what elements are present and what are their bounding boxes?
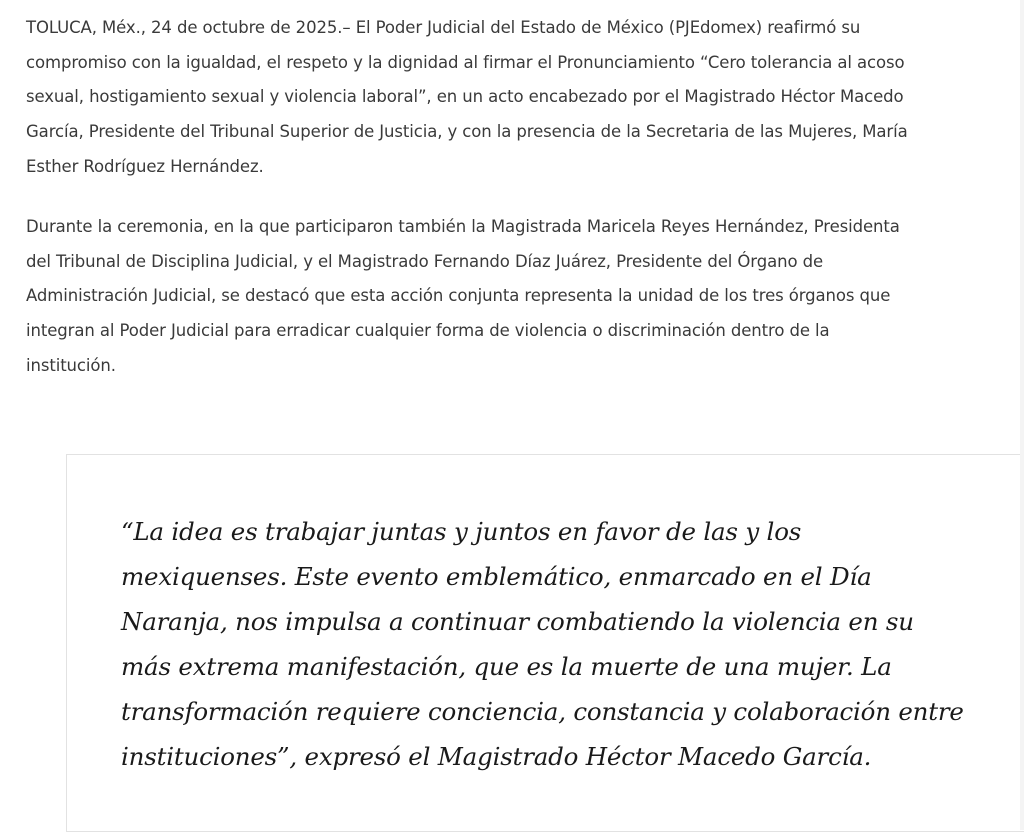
- paragraph-line: Esther Rodríguez Hernández.: [26, 156, 264, 176]
- quote-text: [121, 509, 964, 779]
- paragraph-line: institución.: [26, 355, 116, 375]
- article-paragraph-2: [26, 210, 1016, 384]
- quote-line: Naranja, nos impulsa a continuar combatiendo la violencia en su: [121, 607, 914, 636]
- paragraph-line: García, Presidente del Tribunal Superior de Justicia, y con la presencia de la Secretaria de las Mujeres, María: [26, 122, 908, 142]
- paragraph-line: Durante la ceremonia, en la que participaron también la Magistrada Maricela Reyes Hernández, Presidenta: [26, 217, 900, 236]
- paragraph-line: del Tribunal de Disciplina Judicial, y el Magistrado Fernando Díaz Juárez, Presidente del Órgano de: [26, 251, 824, 271]
- quote-line: transformación requiere conciencia, constancia y colaboración entre: [121, 697, 964, 726]
- article-paragraph-1: [26, 11, 1016, 185]
- quote-line: mexiquenses. Este evento emblemático, enmarcado en el Día: [121, 562, 872, 591]
- quote-line: instituciones”, expresó el Magistrado Héctor Macedo García.: [121, 742, 872, 771]
- paragraph-line: TOLUCA, Méx., 24 de octubre de 2025.– El Poder Judicial del Estado de México (PJEdomex) reafirmó su: [26, 18, 861, 37]
- quote-block: [66, 454, 1024, 832]
- quote-line: “La idea es trabajar juntas y juntos en favor de las y los: [121, 517, 802, 546]
- paragraph-line: sexual, hostigamiento sexual y violencia laboral”, en un acto encabezado por el Magistrado Héctor Macedo: [26, 87, 904, 107]
- paragraph-line: integran al Poder Judicial para erradicar cualquier forma de violencia o discriminación dentro de la: [26, 321, 830, 341]
- scrollbar-track[interactable]: [1020, 0, 1024, 830]
- paragraph-line: Administración Judicial, se destacó que esta acción conjunta representa la unidad de los tres órganos que: [26, 286, 891, 306]
- paragraph-line: compromiso con la igualdad, el respeto y la dignidad al firmar el Pronunciamiento “Cero tolerancia al acoso: [26, 52, 905, 72]
- quote-line: más extrema manifestación, que es la muerte de una mujer. La: [121, 652, 892, 681]
